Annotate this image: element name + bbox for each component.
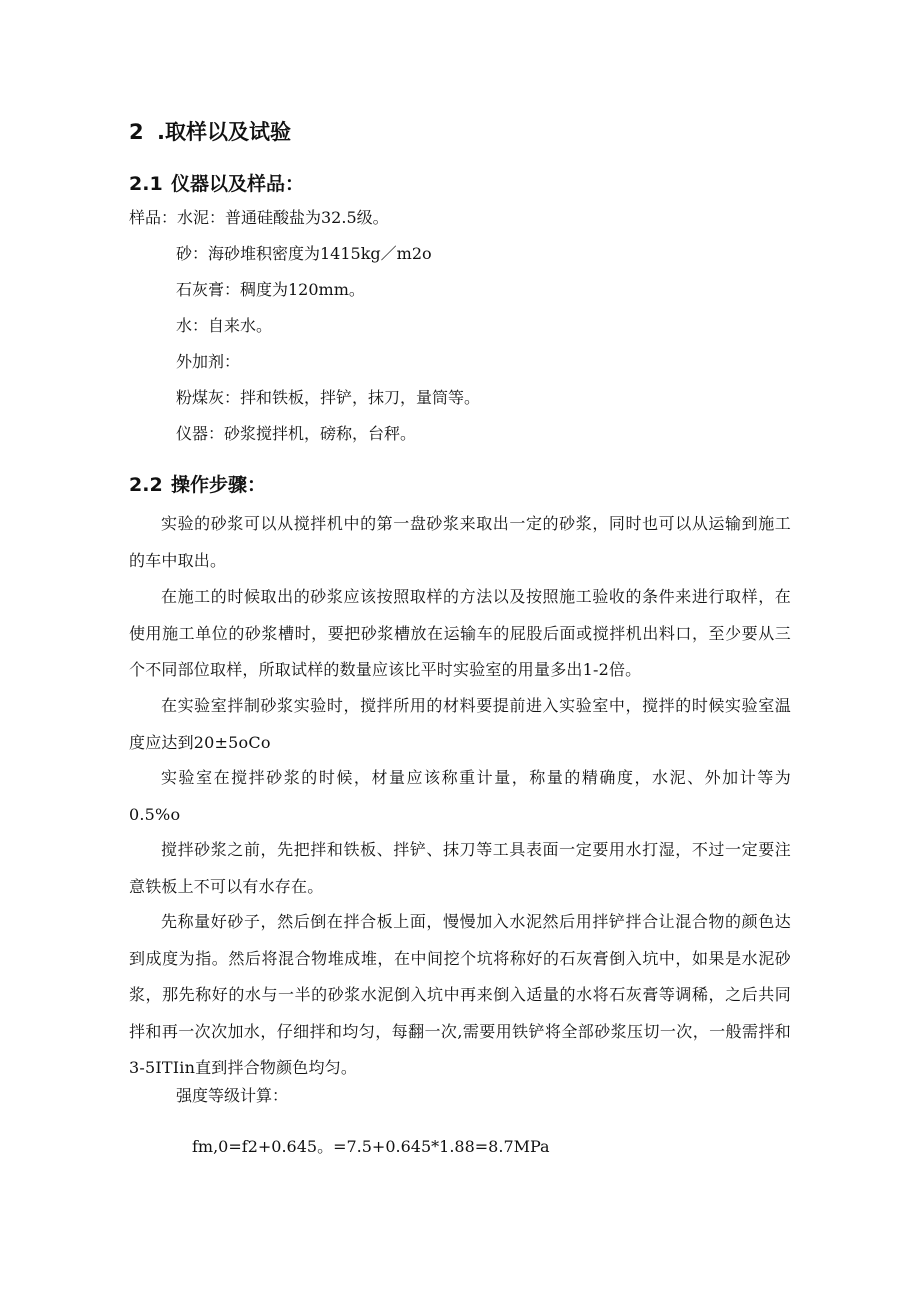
sample-fly-ash-line: 粉煤灰：拌和铁板，拌铲，抹刀，量筒等。 <box>176 388 481 407</box>
paragraph-1: 实验的砂浆可以从搅拌机中的第一盘砂浆来取出一定的砂浆，同时也可以从运输到施工的车中取出。 <box>129 514 791 570</box>
paragraph-2: 在施工的时候取出的砂浆应该按照取样的方法以及按照施工验收的条件来进行取样，在使用施工单位的砂浆槽时，要把砂浆槽放在运输车的屁股后面或搅拌机出料口，至少要从三个不同部位取样，所取试样的数量应该比平时实验室的用量多出1-2倍。 <box>129 587 791 679</box>
sample-sand-line: 砂：海砂堆积密度为1415kg／m2o <box>176 244 432 263</box>
paragraph-4: 实验室在搅拌砂浆的时候，材量应该称重计量，称量的精确度，水泥、外加计等为0.5%o <box>129 768 791 824</box>
sample-cement-line: 样品：水泥：普通硅酸盐为32.5级。 <box>129 208 389 227</box>
sample-admixture-line: 外加剂： <box>176 352 241 371</box>
subsection-number: 2.1 <box>129 173 163 195</box>
section-heading-2 <box>129 116 291 146</box>
subsection-title: 操作步骤： <box>171 474 267 496</box>
paragraph-3: 在实验室拌制砂浆实验时，搅拌所用的材料要提前进入实验室中，搅拌的时候实验室温度应达到20±5oCo <box>129 696 791 752</box>
heading-number: 2 <box>129 120 144 144</box>
sample-lime-paste-line: 石灰膏：稠度为120mm。 <box>176 280 365 299</box>
heading-title: .取样以及试验 <box>157 120 291 144</box>
subsection-number: 2.2 <box>129 474 163 496</box>
paragraph-6: 先称量好砂子，然后倒在拌合板上面，慢慢加入水泥然后用拌铲拌合让混合物的颜色达到成度为指。然后将混合物堆成堆，在中间挖个坑将称好的石灰膏倒入坑中，如果是水泥砂浆，那先称好的水与一半的砂浆水泥倒入坑中再来倒入适量的水将石灰膏等调稀，之后共同拌和再一次次加水，仔细拌和均匀，每翻一次,需要用铁铲将全部砂浆压切一次，一般需拌和3-5ITIin直到拌合物颜色均匀。 <box>129 912 791 1077</box>
subsection-title: 仪器以及样品： <box>171 173 305 195</box>
sample-instruments-line: 仪器：砂浆搅拌机，磅称，台秤。 <box>176 424 417 443</box>
sample-water-line: 水：自来水。 <box>176 316 273 335</box>
subsection-heading-2-2 <box>129 470 266 497</box>
paragraph-5: 搅拌砂浆之前，先把拌和铁板、拌铲、抹刀等工具表面一定要用水打湿，不过一定要注意铁板上不可以有水存在。 <box>129 840 791 896</box>
strength-grade-label: 强度等级计算： <box>176 1086 289 1105</box>
subsection-heading-2-1 <box>129 169 304 196</box>
strength-formula: fm,0=f2+0.645。=7.5+0.645*1.88=8.7MPa <box>192 1137 550 1156</box>
